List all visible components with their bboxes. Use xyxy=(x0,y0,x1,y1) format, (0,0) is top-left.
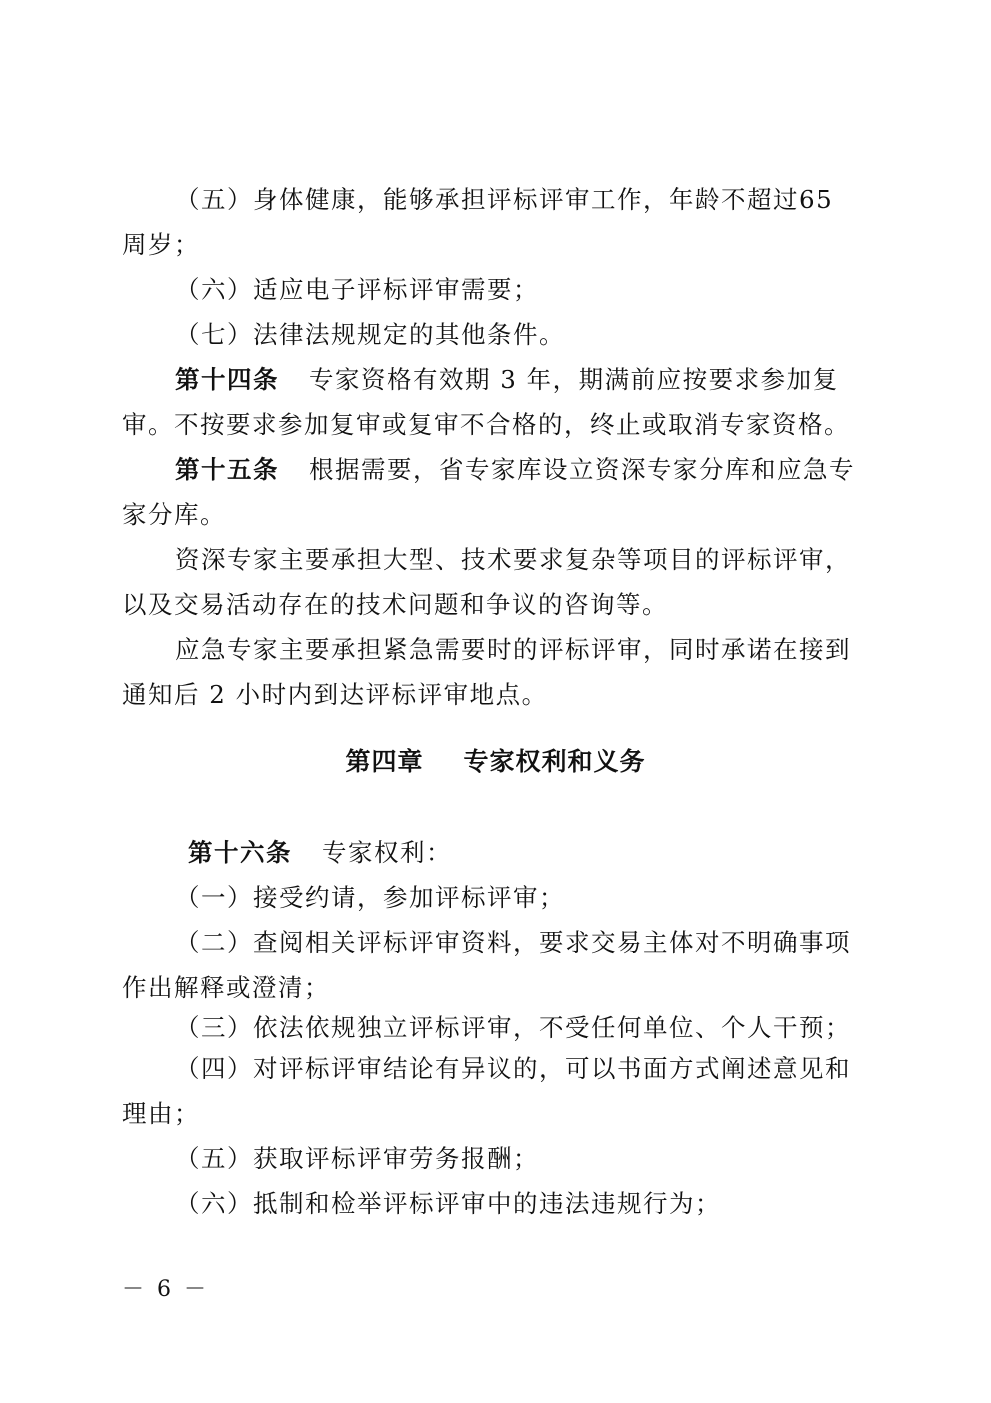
paragraph-line: 理由； xyxy=(122,1099,200,1128)
page-number: － 6 － xyxy=(122,1277,209,1302)
paragraph-line: （五）身体健康，能够承担评标评审工作，年龄不超过65 xyxy=(175,185,834,214)
paragraph-line: （六）抵制和检举评标评审中的违法违规行为； xyxy=(175,1189,721,1218)
article-14-title: 第十四条 xyxy=(175,365,279,394)
chapter-title: 专家权利和义务 xyxy=(463,747,646,776)
paragraph-line: （三）依法依规独立评标评审，不受任何单位、个人干预； xyxy=(175,1013,851,1042)
article-16-line xyxy=(188,836,878,870)
paragraph-line: 应急专家主要承担紧急需要时的评标评审，同时承诺在接到 xyxy=(175,635,851,664)
paragraph-line: 作出解释或澄清； xyxy=(122,973,330,1002)
paragraph-line: 资深专家主要承担大型、技术要求复杂等项目的评标评审， xyxy=(175,545,851,574)
article-15-text: 根据需要，省专家库设立资深专家分库和应急专 xyxy=(309,455,855,484)
article-15-line xyxy=(175,453,865,487)
paragraph-line: （一）接受约请，参加评标评审； xyxy=(175,883,565,912)
paragraph-line: （五）获取评标评审劳务报酬； xyxy=(175,1144,539,1173)
paragraph-line: 家分库。 xyxy=(122,500,226,529)
paragraph-line: （四）对评标评审结论有异议的，可以书面方式阐述意见和 xyxy=(175,1054,851,1083)
article-14-line xyxy=(175,363,865,397)
paragraph-line: （二）查阅相关评标评审资料，要求交易主体对不明确事项 xyxy=(175,928,851,957)
paragraph-line: 审。不按要求参加复审或复审不合格的，终止或取消专家资格。 xyxy=(122,410,850,439)
paragraph-line: 以及交易活动存在的技术问题和争议的咨询等。 xyxy=(122,590,668,619)
article-16-title: 第十六条 xyxy=(188,838,292,867)
paragraph-line: 周岁； xyxy=(122,230,200,259)
paragraph-line: （七）法律法规规定的其他条件。 xyxy=(175,320,565,349)
article-14-text: 专家资格有效期 3 年，期满前应按要求参加复 xyxy=(309,365,839,394)
article-16-text: 专家权利： xyxy=(322,838,452,867)
article-15-title: 第十五条 xyxy=(175,455,279,484)
chapter-heading xyxy=(0,745,991,779)
chapter-number: 第四章 xyxy=(345,747,424,776)
paragraph-line: （六）适应电子评标评审需要； xyxy=(175,275,539,304)
paragraph-line: 通知后 2 小时内到达评标评审地点。 xyxy=(122,680,548,709)
